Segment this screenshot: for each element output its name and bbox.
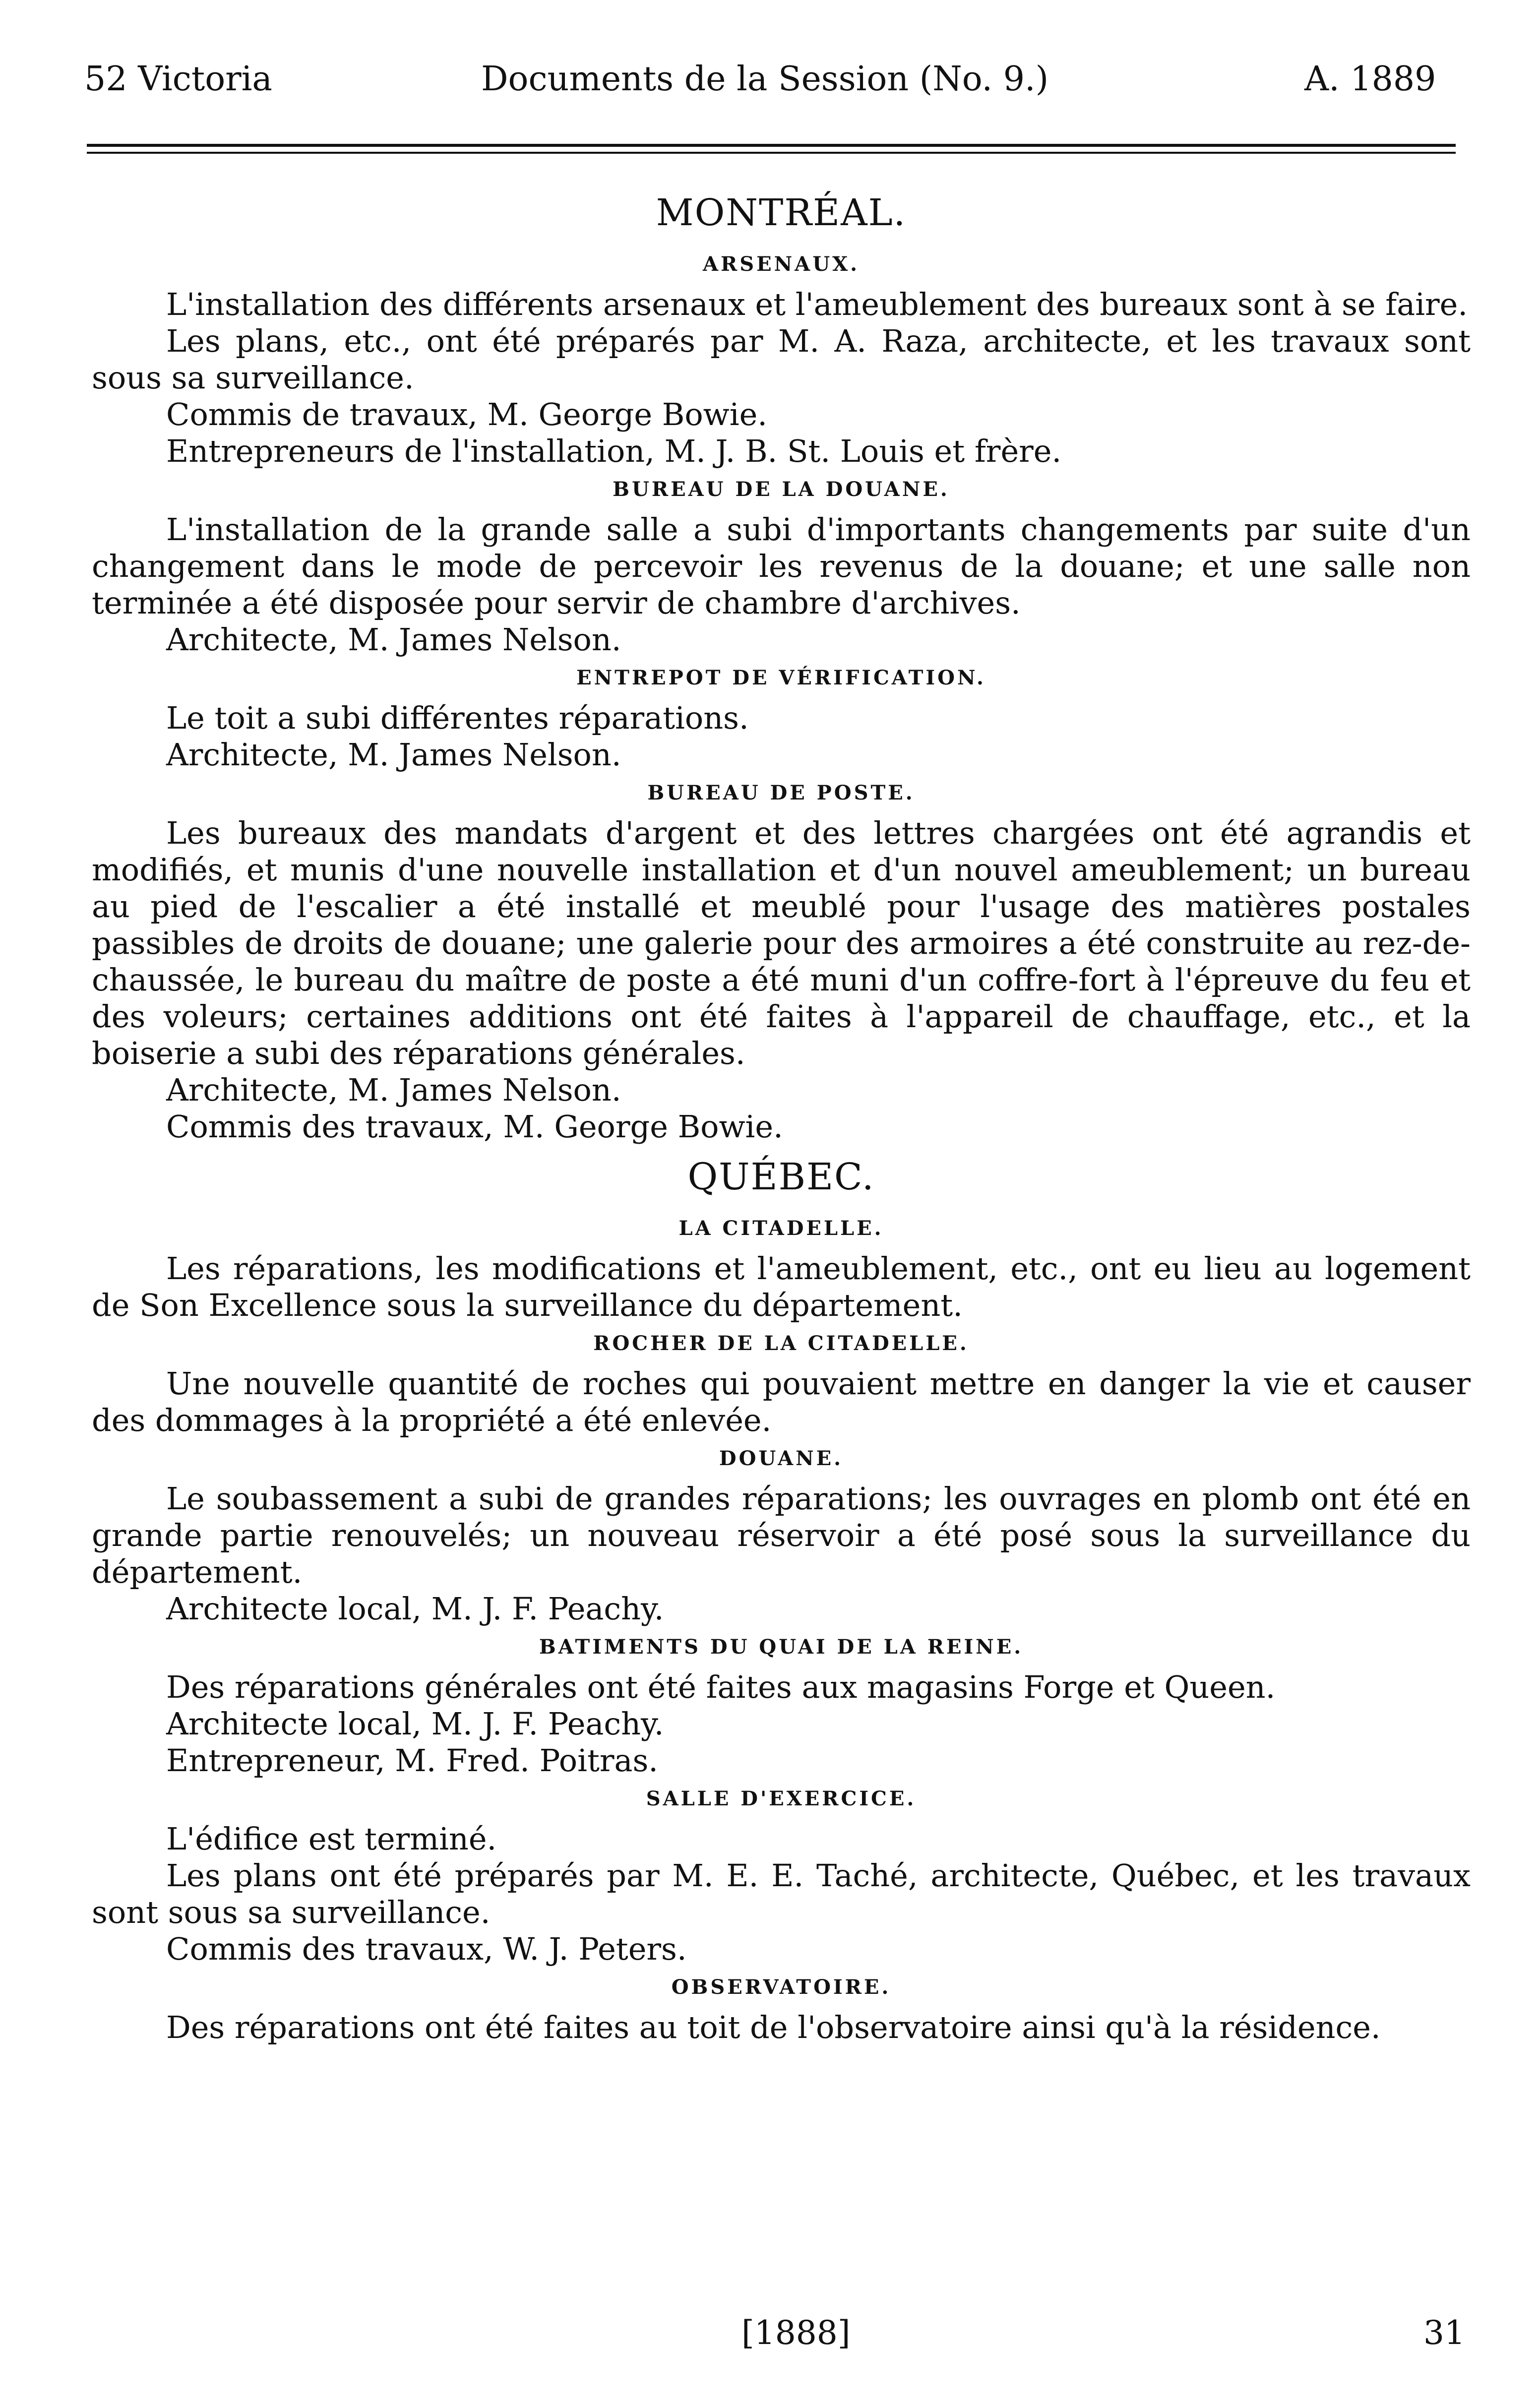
paragraph: Les plans ont été préparés par M. E. E. Taché, architecte, Québec, et les travaux sont sous sa surveillance.	[92, 1857, 1471, 1930]
line: Commis de travaux, M. George Bowie.	[166, 396, 767, 432]
page-number: 31	[1423, 2314, 1465, 2352]
paragraph: Une nouvelle quantité de roches qui pouvaient mettre en danger la vie et causer des dommages à la propriété a été enlevée.	[92, 1365, 1471, 1438]
header-rule-thick	[87, 144, 1456, 147]
subheading: BATIMENTS DU QUAI DE LA REINE.	[539, 1635, 1024, 1659]
header-title: Documents de la Session (No. 9.)	[481, 60, 1049, 99]
subheading: SALLE D'EXERCICE.	[646, 1787, 917, 1810]
paragraph: Les réparations, les modifications et l'ameublement, etc., ont eu lieu au logement de Son Excellence sous la surveillance du département.	[92, 1250, 1471, 1323]
line: Architecte local, M. J. F. Peachy.	[166, 1591, 664, 1627]
header-rule-thin	[87, 152, 1456, 154]
subheading: ROCHER DE LA CITADELLE.	[593, 1332, 969, 1355]
line: Des réparations ont été faites au toit de l'observatoire ainsi qu'à la résidence.	[166, 2009, 1381, 2045]
paragraph: Le soubassement a subi de grandes réparations; les ouvrages en plomb ont été en grande partie renouvelés; un nouveau réservoir a été posé sous la surveillance du département.	[92, 1480, 1471, 1590]
body-text	[92, 191, 1471, 2046]
subheading: BUREAU DE POSTE.	[647, 781, 915, 804]
line: Entrepreneurs de l'installation, M. J. B. St. Louis et frère.	[166, 433, 1062, 469]
city-heading: MONTRÉAL.	[656, 191, 907, 234]
subheading: DOUANE.	[719, 1447, 844, 1470]
subheading: ENTREPOT DE VÉRIFICATION.	[576, 666, 986, 689]
subheading: LA CITADELLE.	[678, 1217, 884, 1240]
line: Entrepreneur, M. Fred. Poitras.	[166, 1742, 658, 1779]
subheading: OBSERVATOIRE.	[671, 1975, 891, 1999]
line: Architecte, M. James Nelson.	[166, 737, 621, 773]
header-year: A. 1889	[1304, 60, 1436, 99]
running-header	[0, 60, 1540, 109]
header-volume: 52 Victoria	[84, 60, 272, 99]
line: Des réparations générales ont été faites aux magasins Forge et Queen.	[166, 1669, 1276, 1705]
subheading: BUREAU DE LA DOUANE.	[613, 478, 950, 501]
line: Architecte, M. James Nelson.	[166, 621, 621, 658]
city-heading: QUÉBEC.	[687, 1156, 875, 1198]
footer-year: [1888]	[741, 2314, 851, 2352]
line: Architecte local, M. J. F. Peachy.	[166, 1706, 664, 1742]
line: L'édifice est terminé.	[166, 1821, 497, 1857]
paragraph: L'installation des différents arsenaux et l'ameublement des bureaux sont à se faire.	[166, 286, 1468, 322]
paragraph: Les plans, etc., ont été préparés par M. A. Raza, architecte, et les travaux sont sous sa surveillance.	[92, 323, 1471, 396]
paragraph: L'installation de la grande salle a subi d'importants changements par suite d'un changement dans le mode de percevoir les revenus de la douane; et une salle non terminée a été disposée pour servir de chambre d'archives.	[92, 511, 1471, 621]
line: Le toit a subi différentes réparations.	[166, 700, 749, 736]
line: Commis des travaux, W. J. Peters.	[166, 1931, 687, 1967]
subheading: ARSENAUX.	[702, 252, 860, 276]
line: Architecte, M. James Nelson.	[166, 1072, 621, 1108]
line: Commis des travaux, M. George Bowie.	[166, 1109, 783, 1145]
paragraph: Les bureaux des mandats d'argent et des lettres chargées ont été agrandis et modifiés, et munis d'une nouvelle installation et d'un nouvel ameublement; un bureau au pied de l'escalier a été installé et meublé pour l'usage des matières postales passibles de droits de douane; une galerie pour des armoires a été construite au rez-de-chaussée, le bureau du maître de poste a été muni d'un coffre-fort à l'épreuve du feu et des voleurs; certaines additions ont été faites à l'appareil de chauffage, etc., et la boiserie a subi des réparations générales.	[92, 815, 1471, 1071]
